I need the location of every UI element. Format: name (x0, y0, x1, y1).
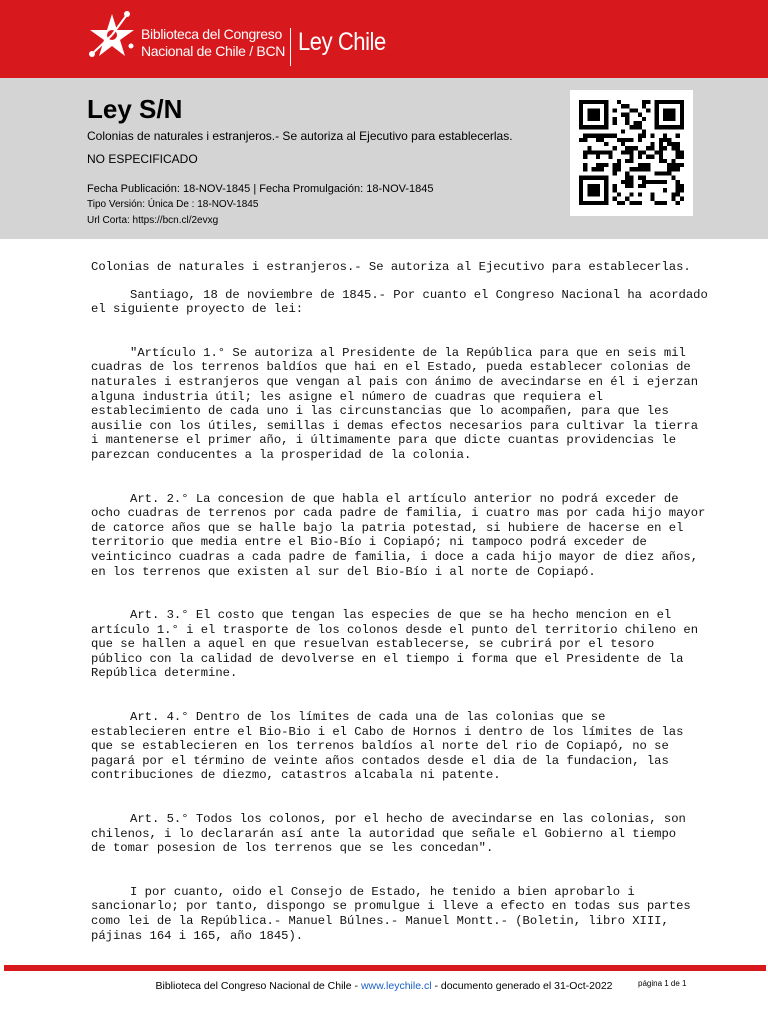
law-body (91, 260, 721, 957)
law-short-url: Url Corta: https://bcn.cl/2evxg (87, 215, 219, 226)
footer-rule (4, 965, 766, 971)
law-paragraph-summary: Colonias de naturales i estranjeros.- Se autoriza al Ejecutivo para establecerlas. (91, 260, 691, 274)
brand-name-line2: Nacional de Chile / BCN (141, 43, 286, 59)
law-description: Colonias de naturales i estranjeros.- Se autoriza al Ejecutivo para establecerlas. (87, 129, 513, 143)
top-banner (0, 0, 768, 78)
footer-suffix: - documento generado el 31-Oct-2022 (431, 980, 613, 992)
star-icon (86, 8, 138, 64)
qr-code-icon (570, 90, 693, 216)
brand-divider (290, 28, 291, 66)
brand-name-line1: Biblioteca del Congreso (141, 26, 282, 42)
law-title: Ley S/N (87, 94, 183, 124)
law-article-1: "Artículo 1.° Se autoriza al Presidente de la República para que en seis mil cuadras de los terrenos baldíos que hai en el Estado, pueda establecer colonias de naturales i estranjeros que vengan al pais con ánimo de avecindarse en él i ejerzan alguna industria útil; les asigne el número de cuadras que requiera el establecimiento de cada uno i las circunstancias que lo acompañen, para que les ausilie con los útiles, semillas i demas efectos necesarios para cultivar la tierra i mantenerse el primer año, i últimamente para que dicte cuantas providencias le parezcan conducentes a la prosperidad de la colonia. (91, 345, 699, 462)
law-paragraph-preamble: Santiago, 18 de noviembre de 1845.- Por cuanto el Congreso Nacional ha acordado el siguiente proyecto de lei: (91, 287, 708, 317)
law-version-type: Tipo Versión: Única De : 18-NOV-1845 (87, 199, 259, 210)
law-paragraph-closing: I por cuanto, oido el Consejo de Estado, he tenido a bien aprobarlo i sancionarlo; por tanto, dispongo se promulgue i lleve a efecto en todas sus partes como lei de la República.- Manuel Búlnes.- Manuel Montt.- (Boletin, libro XIII, pájinas 164 i 165, año 1845). (91, 884, 691, 943)
footer-link[interactable]: www.leychile.cl (360, 980, 432, 992)
law-article-5: Art. 5.° Todos los colonos, por el hecho de avecindarse en las colonias, son chilenos, i lo declararán así ante la autoridad que señale el Gobierno al tiempo de tomar posesion de los terrenos que se les concedan". (91, 812, 686, 856)
law-article-3: Art. 3.° El costo que tengan las especies de que se ha hecho mencion en el artículo 1.° i el trasporte de los colonos desde el punto del territorio chileno en que se hallen a aquel en que resuelvan establecerse, se cubrirá por el tesoro público con la calidad de devolverse en el tiempo i forma que el Presidente de la República determine. (91, 608, 699, 681)
law-dates: Fecha Publicación: 18-NOV-1845 | Fecha Promulgación: 18-NOV-1845 (87, 183, 434, 195)
law-organism: NO ESPECIFICADO (87, 152, 198, 166)
law-article-2: Art. 2.° La concesion de que habla el artículo anterior no podrá exceder de ocho cuadras de terrenos por cada padre de familia, i cuatro mas por cada hijo mayor de catorce años que se halle bajo la patria potestad, si hubiere de hacerse en el territorio que media entre el Bio-Bío i Copiapó; ni tampoco podrá exceder de veinticinco cuadras a cada padre de familia, i doce a cada hijo mayor de diez años, en los terrenos que existen al sur del Bio-Bío i al norte de Copiapó. (91, 491, 706, 579)
product-name: Ley Chile (298, 28, 386, 56)
page-number: página 1 de 1 (638, 979, 687, 988)
footer-prefix: Biblioteca del Congreso Nacional de Chile - (155, 980, 361, 992)
law-article-4: Art. 4.° Dentro de los límites de cada una de las colonias que se establecieren entre el Bio-Bio i el Cabo de Hornos i dentro de los límites de las que se establecieren en los terrenos baldíos al norte del rio de Copiapó, no se pagará por el término de veinte años contados desde el dia de la fundacion, las contribuciones de diezmo, catastros alcabala ni patente. (91, 710, 684, 783)
